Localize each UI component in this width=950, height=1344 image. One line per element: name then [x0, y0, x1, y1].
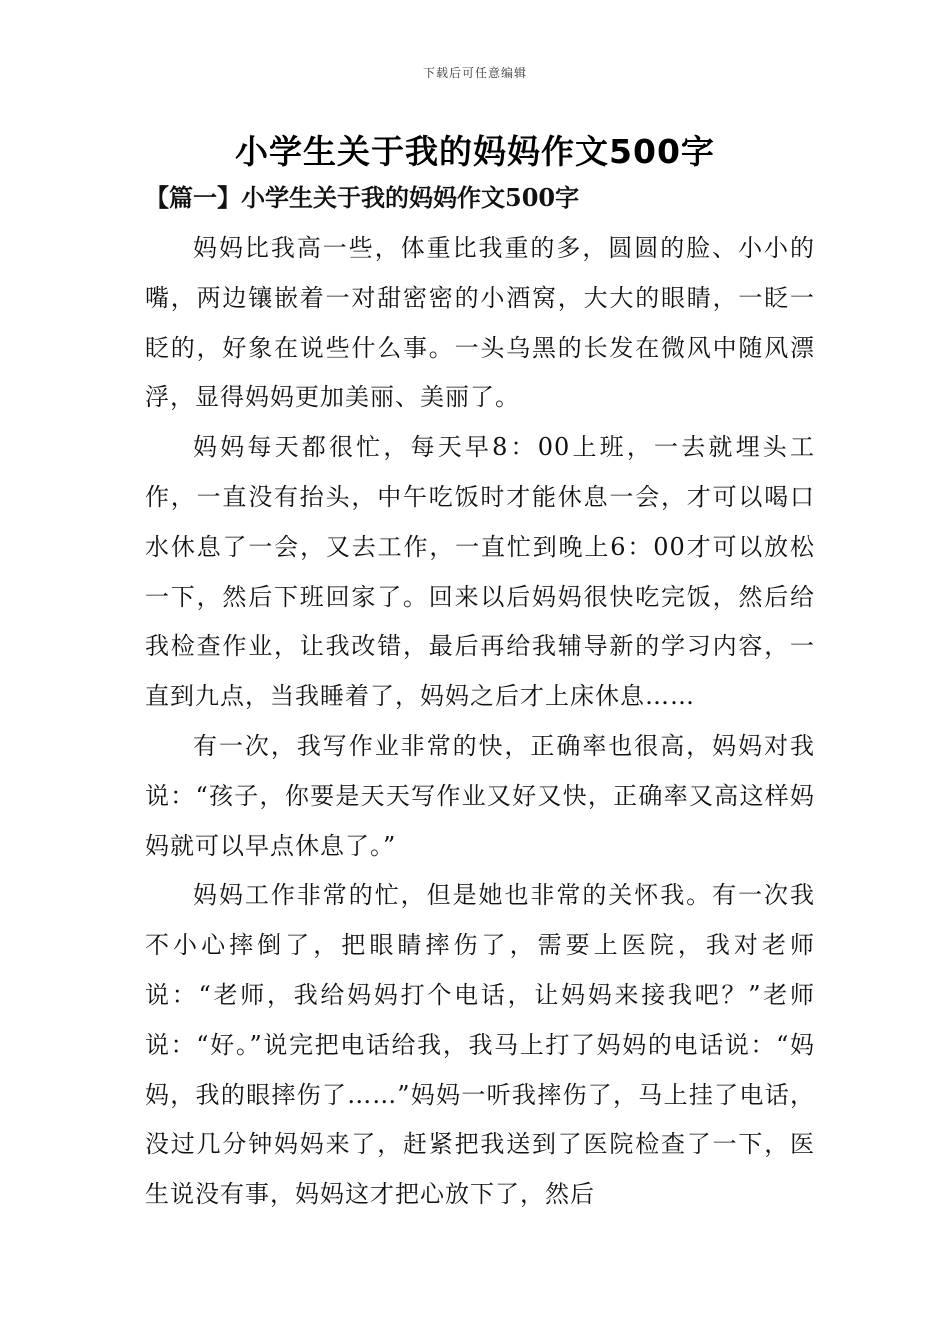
section-heading: 【篇一】小学生关于我的妈妈作文500字 [145, 183, 580, 212]
paragraph: 妈妈工作非常的忙，但是她也非常的关怀我。有一次我不小心摔倒了，把眼睛摔伤了，需要上医院，我对老师说：“老师，我给妈妈打个电话，让妈妈来接我吧？”老师说：“好。”说完把电话给我，我马上打了妈妈的电话说：“妈妈，我的眼摔伤了……”妈妈一听我摔伤了，马上挂了电话，没过几分钟妈妈来了，赶紧把我送到了医院检查了一下，医生说没有事，妈妈这才把心放下了，然后 [145, 881, 815, 1209]
paragraph: 妈妈每天都很忙，每天早8：00上班，一去就埋头工作，一直没有抬头，中午吃饭时才能休息一会，才可以喝口水休息了一会，又去工作，一直忙到晚上6：00才可以放松一下，然后下班回家了。回来以后妈妈很快吃完饭，然后给我检查作业，让我改错，最后再给我辅导新的学习内容，一直到九点，当我睡着了，妈妈之后才上床休息…… [145, 433, 815, 711]
article-body [145, 224, 815, 1220]
header-note: 下载后可任意编辑 [422, 66, 527, 80]
paragraph: 妈妈比我高一些，体重比我重的多，圆圆的脸、小小的嘴，两边镶嵌着一对甜密密的小酒窝，大大的眼睛，一眨一眨的，好象在说些什么事。一头乌黑的长发在微风中随风漂浮，显得妈妈更加美丽、美丽了。 [145, 234, 815, 412]
paragraph: 有一次，我写作业非常的快，正确率也很高，妈妈对我说：“孩子，你要是天天写作业又好又快，正确率又高这样妈妈就可以早点休息了。” [145, 731, 815, 860]
page-title: 小学生关于我的妈妈作文500字 [235, 132, 715, 171]
